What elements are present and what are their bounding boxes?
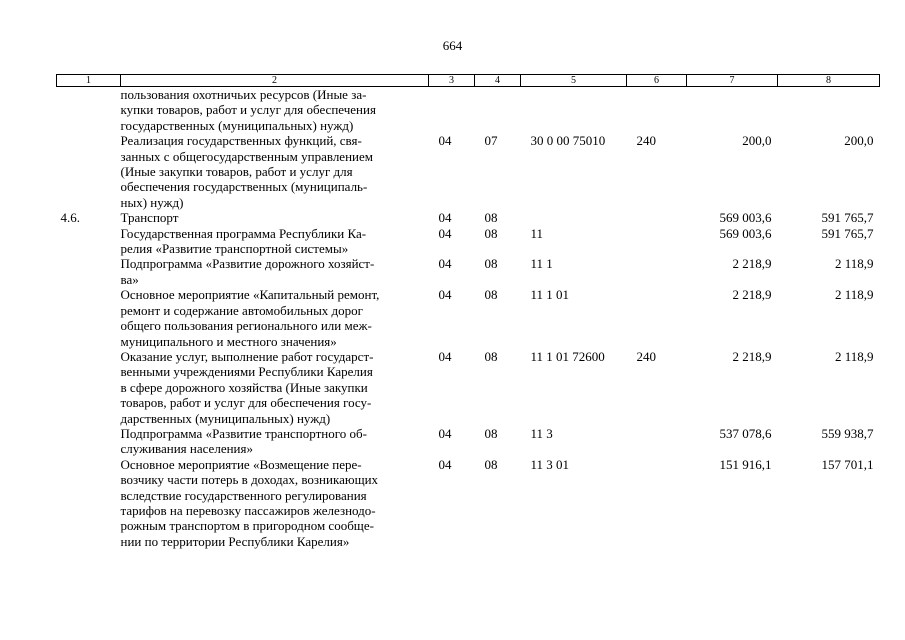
row-amount-year-2: 559 938,7 — [821, 425, 874, 441]
row-expense-type — [627, 210, 687, 225]
row-amount-year-1: 2 218,9 — [732, 348, 772, 364]
row-target-article — [521, 87, 627, 134]
row-subsection — [475, 87, 521, 134]
row-amount-year-1: 2 218,9 — [732, 256, 772, 272]
row-amount-year-2: 2 118,9 — [834, 348, 874, 364]
row-name: Основное мероприятие «Возмещение пере- возчику части потерь в доходах, возникающих вследствие государственного регулирования тарифов на перевозку пассажиров железнодо- рожным транспортом в пригородном сообще- нии по территории Республики Карелия» — [120, 456, 379, 549]
row-subsection: 08 — [484, 210, 498, 226]
row-section: 04 — [438, 348, 452, 364]
row-expense-type: 240 — [636, 133, 656, 149]
row-target-article: 11 — [530, 225, 544, 241]
row-section — [429, 87, 475, 134]
row-section: 04 — [438, 133, 452, 149]
table-row — [57, 426, 880, 457]
row-name: Основное мероприятие «Капитальный ремонт, ремонт и содержание автомобильных дорог общего пользования регионального или меж- муниципального и местного значения» — [120, 287, 380, 349]
header-col-8: 8 — [778, 75, 880, 87]
row-expense-type — [627, 226, 687, 257]
row-number — [57, 349, 121, 426]
row-amount-year-2: 591 765,7 — [821, 210, 874, 226]
row-target-article: 11 1 — [530, 256, 553, 272]
page-number: 664 — [442, 38, 463, 53]
header-col-6: 6 — [627, 75, 687, 87]
row-number — [57, 457, 121, 549]
row-section: 04 — [438, 287, 452, 303]
row-amount-year-2: 200,0 — [844, 133, 874, 149]
table-row — [57, 133, 880, 210]
row-amount-year-2: 591 765,7 — [821, 225, 874, 241]
header-col-1: 1 — [57, 75, 121, 87]
row-section: 04 — [438, 425, 452, 441]
row-expense-type — [627, 287, 687, 349]
row-section: 04 — [438, 456, 452, 472]
row-expense-type — [627, 87, 687, 134]
row-expense-type — [627, 426, 687, 457]
row-name: Государственная программа Республики Ка- релия «Развитие транспортной системы» — [120, 225, 367, 257]
header-col-4: 4 — [475, 75, 521, 87]
table-row — [57, 256, 880, 287]
row-subsection: 08 — [484, 256, 498, 272]
row-section: 04 — [438, 210, 452, 226]
row-target-article: 11 1 01 — [530, 287, 570, 303]
row-amount-year-1: 2 218,9 — [732, 287, 772, 303]
row-subsection: 08 — [484, 425, 498, 441]
row-name: Реализация государственных функций, свя- занных с общегосударственным управлением (Иные закупки товаров, работ и услуг для обеспечения государственных (муниципаль- ных) нужд) — [120, 133, 373, 210]
row-amount-year-2: 2 118,9 — [834, 256, 874, 272]
row-target-article: 11 3 — [530, 425, 553, 441]
table-row — [57, 87, 880, 134]
row-number — [57, 287, 121, 349]
table-row — [57, 349, 880, 426]
row-number — [57, 87, 121, 134]
row-amount-year-1 — [687, 87, 778, 134]
table-row — [57, 287, 880, 349]
table-row — [57, 457, 880, 549]
row-amount-year-2: 157 701,1 — [821, 456, 874, 472]
row-section: 04 — [438, 256, 452, 272]
row-name: Подпрограмма «Развитие дорожного хозяйст- ва» — [120, 256, 375, 287]
row-subsection: 07 — [484, 133, 498, 149]
row-target-article: 11 1 01 72600 — [530, 348, 605, 364]
row-name: пользования охотничьих ресурсов (Иные за- купки товаров, работ и услуг для обеспечения государственных (муниципальных) нужд) — [120, 87, 376, 133]
row-number — [57, 226, 121, 257]
header-col-3: 3 — [429, 75, 475, 87]
table-body — [57, 87, 880, 550]
table-header — [57, 75, 880, 87]
header-row — [57, 75, 880, 87]
row-amount-year-2 — [778, 87, 880, 134]
header-col-2: 2 — [121, 75, 429, 87]
row-amount-year-1: 537 078,6 — [719, 425, 772, 441]
row-expense-type — [627, 457, 687, 549]
row-expense-type — [627, 256, 687, 287]
row-target-article: 11 3 01 — [530, 456, 570, 472]
row-expense-type: 240 — [636, 348, 656, 364]
row-amount-year-1: 569 003,6 — [719, 210, 772, 226]
row-amount-year-1: 151 916,1 — [719, 456, 772, 472]
row-number — [57, 426, 121, 457]
row-number — [57, 256, 121, 287]
row-number: 4.6. — [60, 210, 80, 226]
header-col-7: 7 — [687, 75, 778, 87]
row-number — [57, 133, 121, 210]
table-row — [57, 210, 880, 225]
row-amount-year-1: 569 003,6 — [719, 225, 772, 241]
row-name: Транспорт — [120, 210, 179, 226]
row-section: 04 — [438, 225, 452, 241]
row-subsection: 08 — [484, 456, 498, 472]
budget-table — [56, 74, 880, 549]
row-target-article — [521, 210, 627, 225]
row-subsection: 08 — [484, 287, 498, 303]
row-subsection: 08 — [484, 225, 498, 241]
row-amount-year-2: 2 118,9 — [834, 287, 874, 303]
row-name: Подпрограмма «Развитие транспортного об- служивания населения» — [120, 425, 367, 457]
row-amount-year-1: 200,0 — [742, 133, 772, 149]
table-row — [57, 226, 880, 257]
header-col-5: 5 — [521, 75, 627, 87]
row-name: Оказание услуг, выполнение работ государст- венными учреждениями Республики Карелия в сфере дорожного хозяйства (Иные закупки товаров, работ и услуг для обеспечения госу- дарственных (муниципальных) нужд) — [120, 348, 374, 426]
row-target-article: 30 0 00 75010 — [530, 133, 606, 149]
row-subsection: 08 — [484, 348, 498, 364]
